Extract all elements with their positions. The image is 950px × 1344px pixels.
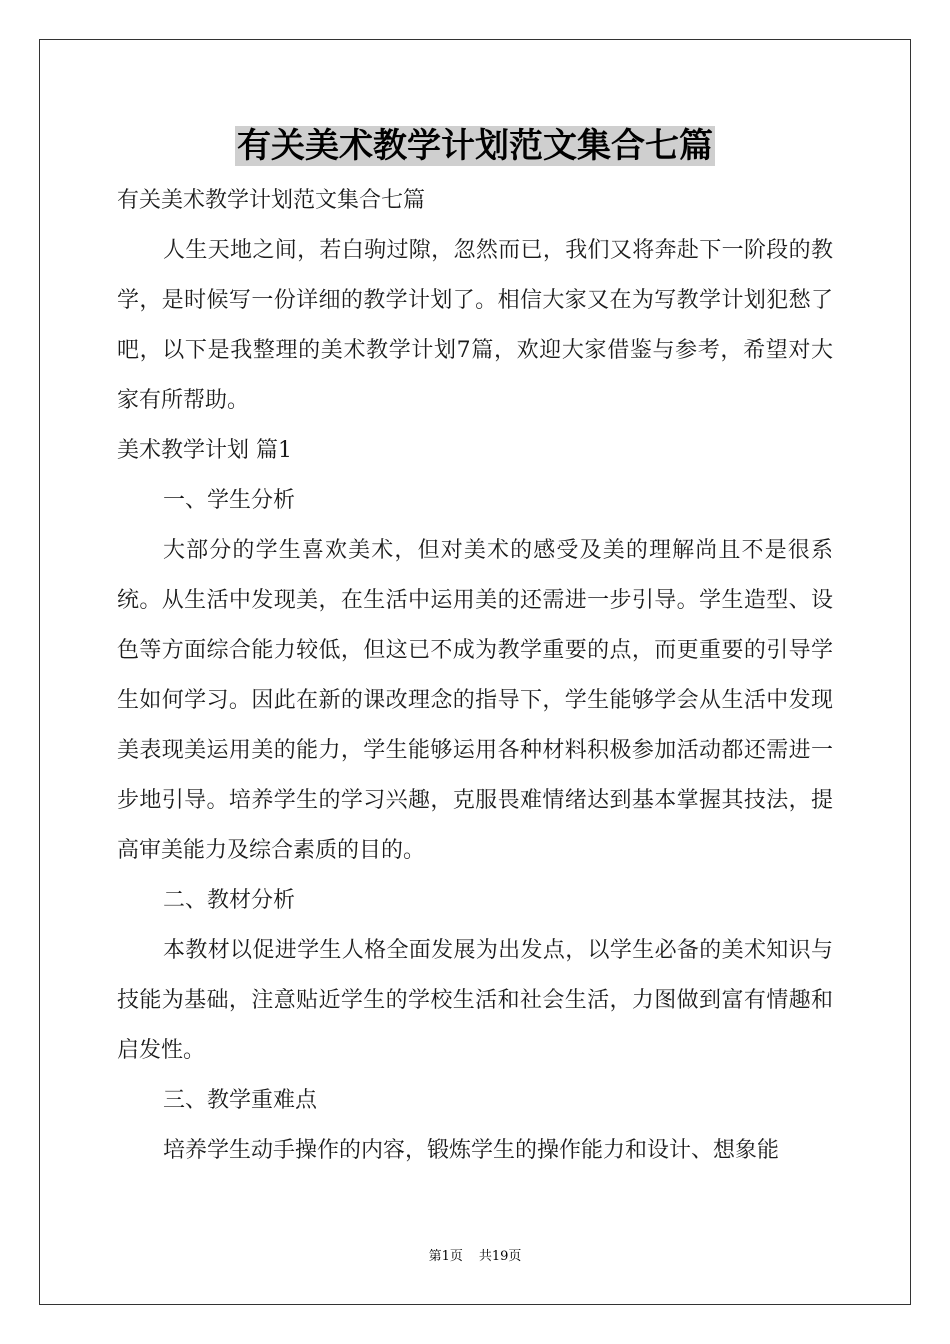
paragraph: 大部分的学生喜欢美术，但对美术的感受及美的理解尚且不是很系统。从生活中发现美，在生活中运用美的还需进一步引导。学生造型、设色等方面综合能力较低，但这已不成为教学重要的点，而更重要的引导学生如何学习。因此在新的课改理念的指导下，学生能够学会从生活中发现美表现美运用美的能力，学生能够运用各种材料积极参加活动都还需进一步地引导。培养学生的学习兴趣，克服畏难情绪达到基本掌握其技法，提高审美能力及综合素质的目的。 bbox=[117, 538, 833, 863]
subsection-heading: 三、教学重难点 bbox=[163, 1088, 318, 1113]
subsection-heading: 一、学生分析 bbox=[163, 488, 296, 513]
paragraph: 人生天地之间，若白驹过隙，忽然而已，我们又将奔赴下一阶段的教学，是时候写一份详细的教学计划了。相信大家又在为写教学计划犯愁了吧，以下是我整理的美术教学计划7篇，欢迎大家借鉴与参考，希望对大家有所帮助。 bbox=[117, 238, 833, 413]
page-footer bbox=[0, 1247, 950, 1267]
paragraph: 有关美术教学计划范文集合七篇 bbox=[117, 188, 426, 213]
document-body bbox=[117, 176, 833, 1176]
document-title-text: 有关美术教学计划范文集合七篇 bbox=[237, 126, 713, 166]
section-heading: 美术教学计划 篇1 bbox=[117, 438, 292, 463]
subsection-heading: 二、教材分析 bbox=[163, 888, 296, 913]
page-number: 第1页 bbox=[428, 1249, 463, 1264]
paragraph: 本教材以促进学生人格全面发展为出发点，以学生必备的美术知识与技能为基础，注意贴近学生的学校生活和社会生活，力图做到富有情趣和启发性。 bbox=[117, 938, 833, 1063]
document-title bbox=[0, 124, 950, 168]
page-total: 共19页 bbox=[478, 1249, 522, 1264]
paragraph: 培养学生动手操作的内容，锻炼学生的操作能力和设计、想象能 bbox=[163, 1138, 780, 1163]
